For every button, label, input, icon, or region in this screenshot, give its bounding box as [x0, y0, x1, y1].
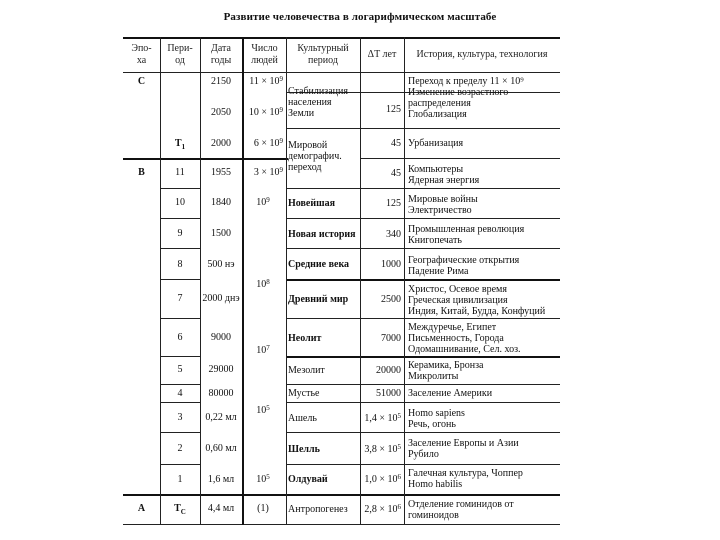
- date-cell: 1840: [211, 197, 231, 208]
- header-people: Число людей: [251, 43, 278, 66]
- culture-cell: Неолит: [288, 333, 322, 344]
- history-cell: Переход к пределу 11 × 10⁹ Изменение возрастного распределения Глобализация: [408, 76, 524, 120]
- delta-cell: 20000: [376, 365, 401, 376]
- date-cell: 1,6 мл: [207, 474, 235, 485]
- header-epoch: Эпо- ха: [131, 43, 152, 66]
- history-cell: Галечная культура, Чоппер Homo habilis: [408, 468, 523, 490]
- table-bottom-border: [123, 524, 560, 525]
- document-title: Развитие человечества в логарифмическом масштабе: [223, 11, 497, 23]
- header-culture: Культурный период: [297, 43, 349, 66]
- row-divider: [286, 432, 560, 433]
- period-10: 10: [175, 197, 185, 208]
- culture-cell: Мезолит: [288, 365, 325, 376]
- table-top-border: [123, 37, 560, 39]
- culture-cell: Древний мир: [288, 294, 349, 305]
- people-cell: $10^9$: [256, 196, 270, 208]
- date-cell: 2000 днэ: [202, 293, 240, 304]
- row-divider: [286, 248, 560, 249]
- delta-cell: $1,4 \times 10^5$: [364, 412, 401, 424]
- row-divider: [286, 384, 560, 385]
- people-cell: $10 \times 10^9$: [248, 106, 283, 118]
- date-cell: 9000: [211, 332, 231, 343]
- period-1: 1: [177, 474, 183, 485]
- history-cell: Мировые войны Электричество: [408, 194, 478, 216]
- period-11: 11: [175, 167, 185, 178]
- culture-cell: Ашель: [288, 413, 317, 424]
- culture-cell: Средние века: [288, 259, 350, 270]
- epoch-b: B: [138, 167, 145, 178]
- delta-cell: 45: [391, 168, 401, 179]
- header-delta: ΔT лет: [367, 49, 397, 60]
- header-history: История, культура, технология: [416, 49, 548, 60]
- header-date: Дата годы: [210, 43, 232, 66]
- row-divider: [286, 128, 560, 129]
- row-divider: [160, 402, 200, 403]
- delta-cell: $1,0 \times 10^6$: [364, 473, 401, 485]
- people-cell: (1): [257, 503, 269, 514]
- culture-cell: Новая история: [288, 229, 356, 240]
- period-5: 5: [177, 364, 183, 375]
- date-cell: 4,4 мл: [207, 503, 235, 514]
- delta-cell: 340: [386, 229, 401, 240]
- culture-cell: Стабилизация населения Земли: [288, 86, 348, 119]
- delta-cell: 51000: [376, 388, 401, 399]
- period-9: 9: [177, 228, 183, 239]
- epoch-divider-b-a: [123, 494, 560, 496]
- people-scale-mark: $10^8$: [256, 278, 270, 290]
- delta-cell: 125: [386, 198, 401, 209]
- epoch-c: C: [137, 76, 146, 87]
- row-divider: [286, 188, 560, 189]
- date-cell: 2050: [211, 107, 231, 118]
- delta-cell: 125: [386, 104, 401, 115]
- people-cell: $10^5$: [256, 473, 270, 485]
- delta-cell: 1000: [381, 259, 401, 270]
- date-cell: 500 нэ: [207, 259, 235, 270]
- date-cell: 0,60 мл: [205, 443, 237, 454]
- culture-cell: Мировой демографич. переход: [288, 140, 342, 173]
- row-divider: [160, 432, 200, 433]
- row-divider: [286, 464, 560, 465]
- history-cell: Промышленная революция Книгопечать: [408, 224, 525, 246]
- people-cell: $3 \times 10^9$: [253, 166, 283, 178]
- history-cell: Компьютеры Ядерная энергия: [408, 164, 480, 186]
- row-divider: [160, 384, 200, 385]
- row-divider: [160, 464, 200, 465]
- delta-cell: $3,8 \times 10^5$: [364, 443, 401, 455]
- row-divider: [286, 318, 560, 319]
- date-cell: 1500: [211, 228, 231, 239]
- period-3: 3: [177, 412, 183, 423]
- col-divider: [404, 37, 405, 525]
- col-divider: [286, 37, 287, 525]
- row-divider: [286, 218, 560, 219]
- delta-cell: 45: [391, 138, 401, 149]
- history-cell: Заселение Европы и Азии Рубило: [408, 438, 519, 460]
- row-divider: [160, 356, 200, 357]
- row-divider: [160, 279, 200, 280]
- row-divider: [286, 356, 560, 358]
- history-cell: Урбанизация: [408, 138, 464, 149]
- people-scale-mark: $10^5$: [256, 404, 270, 416]
- header-bottom-border: [123, 72, 560, 73]
- period-8: 8: [177, 259, 183, 270]
- header-period: Пери- од: [167, 43, 193, 66]
- period-2: 2: [177, 443, 183, 454]
- history-cell: Христос, Осевое время Греческая цивилизация Индия, Китай, Будда, Конфуций: [408, 284, 546, 317]
- history-cell: Отделение гоминидов от гоминоидов: [408, 499, 514, 521]
- date-cell: 29000: [208, 364, 234, 375]
- delta-cell: 2500: [381, 294, 401, 305]
- culture-cell: Шелль: [288, 444, 320, 455]
- people-cell: $11 \times 10^9$: [249, 75, 283, 87]
- row-divider: [160, 218, 200, 219]
- date-cell: 0,22 мл: [205, 412, 237, 423]
- row-divider: [160, 248, 200, 249]
- period-4: 4: [177, 388, 183, 399]
- history-cell: Географические открытия Падение Рима: [408, 255, 520, 277]
- period-tc: $T_C$: [174, 503, 186, 516]
- row-divider: [286, 402, 560, 403]
- delta-cell: $2,8 \times 10^6$: [364, 503, 401, 515]
- history-cell: Заселение Америки: [408, 388, 493, 399]
- row-divider: [360, 158, 560, 159]
- history-cell: Междуречье, Египет Письменность, Города Одомашнивание, Сел. хоз.: [408, 322, 521, 355]
- date-cell: 2150: [211, 76, 231, 87]
- date-cell: 1955: [211, 167, 231, 178]
- history-cell: Керамика, Бронза Микролиты: [408, 360, 484, 382]
- culture-cell: Олдувай: [288, 474, 328, 485]
- culture-cell: Новейшая: [288, 198, 335, 209]
- history-cell: Homo sapiens Речь, огонь: [408, 408, 465, 430]
- delta-cell: 7000: [381, 333, 401, 344]
- culture-cell: Мустье: [288, 388, 320, 399]
- period-7: 7: [177, 293, 183, 304]
- date-cell: 2000: [211, 138, 231, 149]
- epoch-divider-c-b: [123, 158, 288, 160]
- people-cell: $6 \times 10^9$: [253, 137, 283, 149]
- period-6: 6: [177, 332, 183, 343]
- culture-cell: Антропогенез: [288, 504, 348, 515]
- people-scale-mark: $10^7$: [256, 344, 270, 356]
- date-cell: 80000: [208, 388, 234, 399]
- row-divider: [160, 188, 200, 189]
- row-divider: [160, 318, 200, 319]
- epoch-a: A: [137, 503, 146, 514]
- period-t1: $T_1$: [174, 138, 186, 151]
- row-divider: [286, 279, 560, 281]
